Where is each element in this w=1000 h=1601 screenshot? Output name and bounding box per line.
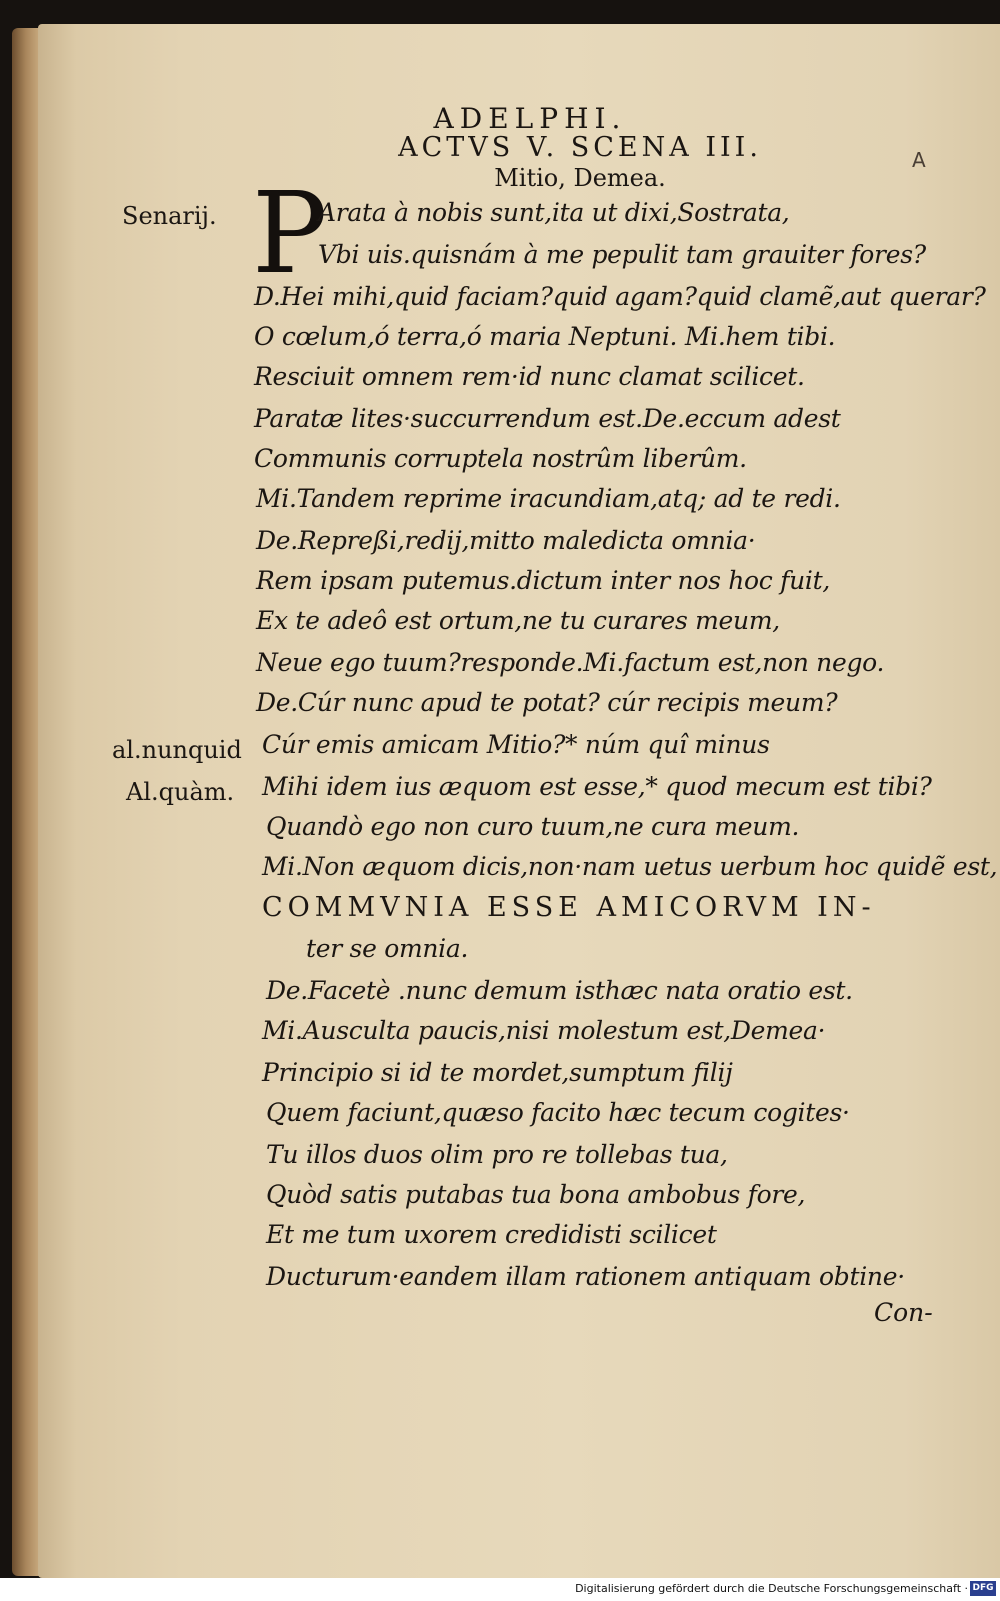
verse-line: Vbi uis.quisnám à me pepulit tam grauiter fores?	[318, 240, 926, 269]
verse-line: Quandò ego non curo tuum,ne cura meum.	[266, 812, 800, 841]
act-scene-heading: ACTVS V. SCENA III.	[398, 132, 762, 163]
corner-mark: A	[912, 148, 926, 172]
dfg-logo: DFG	[970, 1581, 996, 1596]
verse-line: De.Cúr nunc apud te potat? cúr recipis meum?	[256, 688, 838, 717]
margin-note-nunquid: al.nunquid	[112, 736, 242, 764]
drop-cap-initial: P	[252, 169, 328, 299]
verse-line: Ducturum·eandem illam rationem antiquam obtine·	[266, 1262, 905, 1291]
characters-heading: Mitio, Demea.	[494, 164, 666, 192]
verse-line: Arata à nobis sunt,ita ut dixi,Sostrata,	[318, 198, 790, 227]
verse-line: De.Facetè .nunc demum isthæc nata oratio est.	[266, 976, 853, 1005]
verse-line: Mi.Tandem reprime iracundiam,atq; ad te redi.	[256, 484, 841, 513]
running-title: ADELPHI.	[433, 102, 627, 135]
margin-note-quam: Al.quàm.	[126, 778, 235, 806]
verse-line: Cúr emis amicam Mitio?* núm quî minus	[262, 730, 770, 759]
verse-line: Rem ipsam putemus.dictum inter nos hoc fuit,	[256, 566, 830, 595]
verse-line: Neue ego tuum?responde.Mi.factum est,non nego.	[256, 648, 885, 677]
proverb-line: COMMVNIA ESSE AMICORVM IN-	[262, 892, 876, 923]
footer-credit: Digitalisierung gefördert durch die Deutsche Forschungsgemeinschaft ·	[575, 1582, 968, 1595]
verse-line: Paratæ lites·succurrendum est.De.eccum adest	[254, 404, 841, 433]
verse-line: Communis corruptela nostrûm liberûm.	[254, 444, 747, 473]
verse-line: Mi.Ausculta paucis,nisi molestum est,Demea·	[262, 1016, 826, 1045]
verse-line: Resciuit omnem rem·id nunc clamat scilicet.	[254, 362, 805, 391]
verse-line: Mi.Non æquom dicis,non·nam uetus uerbum hoc quidẽ est,	[262, 852, 998, 881]
proverb-continuation: ter se omnia.	[306, 934, 469, 963]
verse-line: Quem faciunt,quæso facito hæc tecum cogites·	[266, 1098, 850, 1127]
verse-line: Quòd satis putabas tua bona ambobus fore,	[266, 1180, 806, 1209]
verse-line: Ex te adeô est ortum,ne tu curares meum,	[256, 606, 780, 635]
verse-line: De.Repreßi,redij,mitto maledicta omnia·	[256, 526, 756, 555]
verse-line: Et me tum uxorem credidisti scilicet	[266, 1220, 717, 1249]
verse-line: O cœlum,ó terra,ó maria Neptuni. Mi.hem tibi.	[254, 322, 836, 351]
margin-note-senarii: Senarij.	[122, 202, 217, 230]
verse-line: Principio si id te mordet,sumptum filij	[262, 1058, 733, 1087]
catchword: Con-	[874, 1298, 933, 1327]
verse-line: D.Hei mihi,quid faciam?quid agam?quid clamẽ,aut querar?	[254, 282, 986, 311]
verse-line: Mihi idem ius æquom est esse,* quod mecum est tibi?	[262, 772, 932, 801]
verse-line: Tu illos duos olim pro re tollebas tua,	[266, 1140, 728, 1169]
